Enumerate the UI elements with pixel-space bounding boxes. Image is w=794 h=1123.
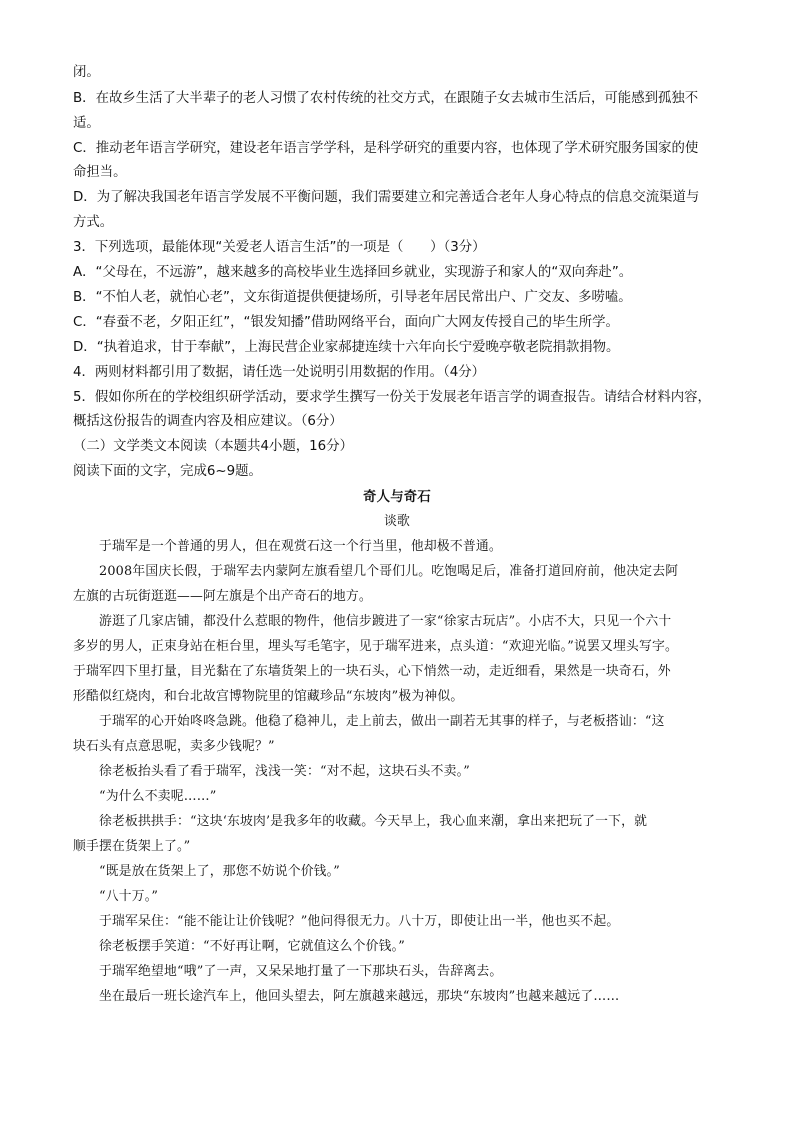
story-line: 徐老板拱拱手：“这块‘东坡肉’是我多年的收藏。今天早上，我心血来潮，拿出来把玩了一下，就 bbox=[73, 814, 648, 829]
q3-option-a: A．“父母在，不远游”，越来越多的高校毕业生选择回乡就业，实现游子和家人的“双向奔赴”。 bbox=[73, 265, 633, 280]
story-line: “为什么不卖呢……” bbox=[73, 789, 217, 804]
text-line: 方式。 bbox=[73, 215, 114, 230]
instruction-line: 阅读下面的文字，完成6~9题。 bbox=[73, 464, 262, 479]
story-line: 于瑞军的心开始咚咚急跳。他稳了稳神儿，走上前去，做出一副若无其事的样子，与老板搭讪：“这 bbox=[73, 714, 665, 729]
story-line: 顺手摆在货架上了。” bbox=[73, 839, 191, 854]
text-line: 适。 bbox=[73, 116, 100, 131]
story-line: “八十万。” bbox=[73, 889, 159, 904]
question-5: 5．假如你所在的学校组织研学活动，要求学生撰写一份关于发展老年语言学的调查报告。请结合材料内容， bbox=[73, 390, 711, 405]
option-b-line: B．在故乡生活了大半辈子的老人习惯了农村传统的社交方式，在跟随子女去城市生活后，可能感到孤独不 bbox=[73, 91, 699, 106]
text-line: 概括这份报告的调查内容及相应建议。（6分） bbox=[73, 414, 343, 429]
q3-option-d: D．“执着追求，甘于奉献”，上海民营企业家郝捷连续十六年向长宁爱晚亭敬老院捐款捐物。 bbox=[73, 340, 620, 355]
text-line: 命担当。 bbox=[73, 165, 127, 180]
story-line: 于瑞军绝望地“哦”了一声，又呆呆地打量了一下那块石头，告辞离去。 bbox=[73, 964, 503, 979]
story-line: 于瑞军呆住：“能不能让让价钱呢？”他问得很无力。八十万，即使让出一半，他也买不起。 bbox=[73, 914, 620, 929]
q3-option-b: B．“不怕人老，就怕心老”，文东街道提供便捷场所，引导老年居民常出户、广交友、多唠嗑。 bbox=[73, 290, 632, 305]
section-heading: （二）文学类文本阅读（本题共4小题，16分） bbox=[73, 439, 353, 454]
story-line: “既是放在货架上了，那您不妨说个价钱。” bbox=[73, 864, 341, 879]
story-line: 多岁的男人，正束身站在柜台里，埋头写毛笔字，见于瑞军进来，点头道：“欢迎光临。”说罢又埋头写字。 bbox=[73, 639, 678, 654]
question-3: 3．下列选项，最能体现“关爱老人语言生活”的一项是（ ）（3分） bbox=[73, 240, 486, 255]
story-line: 徐老板摆手笑道：“不好再让啊，它就值这么个价钱。” bbox=[73, 939, 406, 954]
story-line: 于瑞军是一个普通的男人，但在观赏石这一个行当里，他却极不普通。 bbox=[73, 539, 502, 554]
story-line: 游逛了几家店铺，都没什么惹眼的物件，他信步踱进了一家“徐家古玩店”。小店不大，只见一个六十 bbox=[73, 614, 672, 629]
story-line: 2008年国庆长假，于瑞军去内蒙阿左旗看望几个哥们儿。吃饱喝足后，准备打道回府前，他决定去阿 bbox=[73, 564, 679, 579]
story-author: 谈歌 bbox=[384, 514, 410, 529]
story-line: 形酷似红烧肉，和台北故宫博物院里的馆藏珍品“东坡肉”极为神似。 bbox=[73, 689, 464, 704]
story-line: 块石头有点意思呢，卖多少钱呢？” bbox=[73, 739, 275, 754]
question-4: 4．两则材料都引用了数据，请任选一处说明引用数据的作用。（4分） bbox=[73, 365, 486, 380]
option-c-line: C．推动老年语言学研究，建设老年语言学学科，是科学研究的重要内容，也体现了学术研究服务国家的使 bbox=[73, 141, 699, 156]
story-line: 于瑞军四下里打量，目光黏在了东墙货架上的一块石头，心下悄然一动，走近细看，果然是一块奇石，外 bbox=[73, 664, 671, 679]
story-line: 左旗的古玩街逛逛——阿左旗是个出产奇石的地方。 bbox=[73, 589, 372, 604]
q3-option-c: C．“春蚕不老，夕阳正红”，“银发知播”借助网络平台，面向广大网友传授自己的毕生所学。 bbox=[73, 315, 619, 330]
story-line: 坐在最后一班长途汽车上，他回头望去，阿左旗越来越远，那块“东坡肉”也越来越远了…… bbox=[73, 989, 620, 1004]
story-line: 徐老板抬头看了看于瑞军，浅浅一笑：“对不起，这块石头不卖。” bbox=[73, 764, 470, 779]
option-d-line: D．为了解决我国老年语言学发展不平衡问题，我们需要建立和完善适合老年人身心特点的信息交流渠道与 bbox=[73, 190, 700, 205]
text-line: 闭。 bbox=[73, 65, 100, 80]
story-title: 奇人与奇石 bbox=[363, 489, 431, 505]
